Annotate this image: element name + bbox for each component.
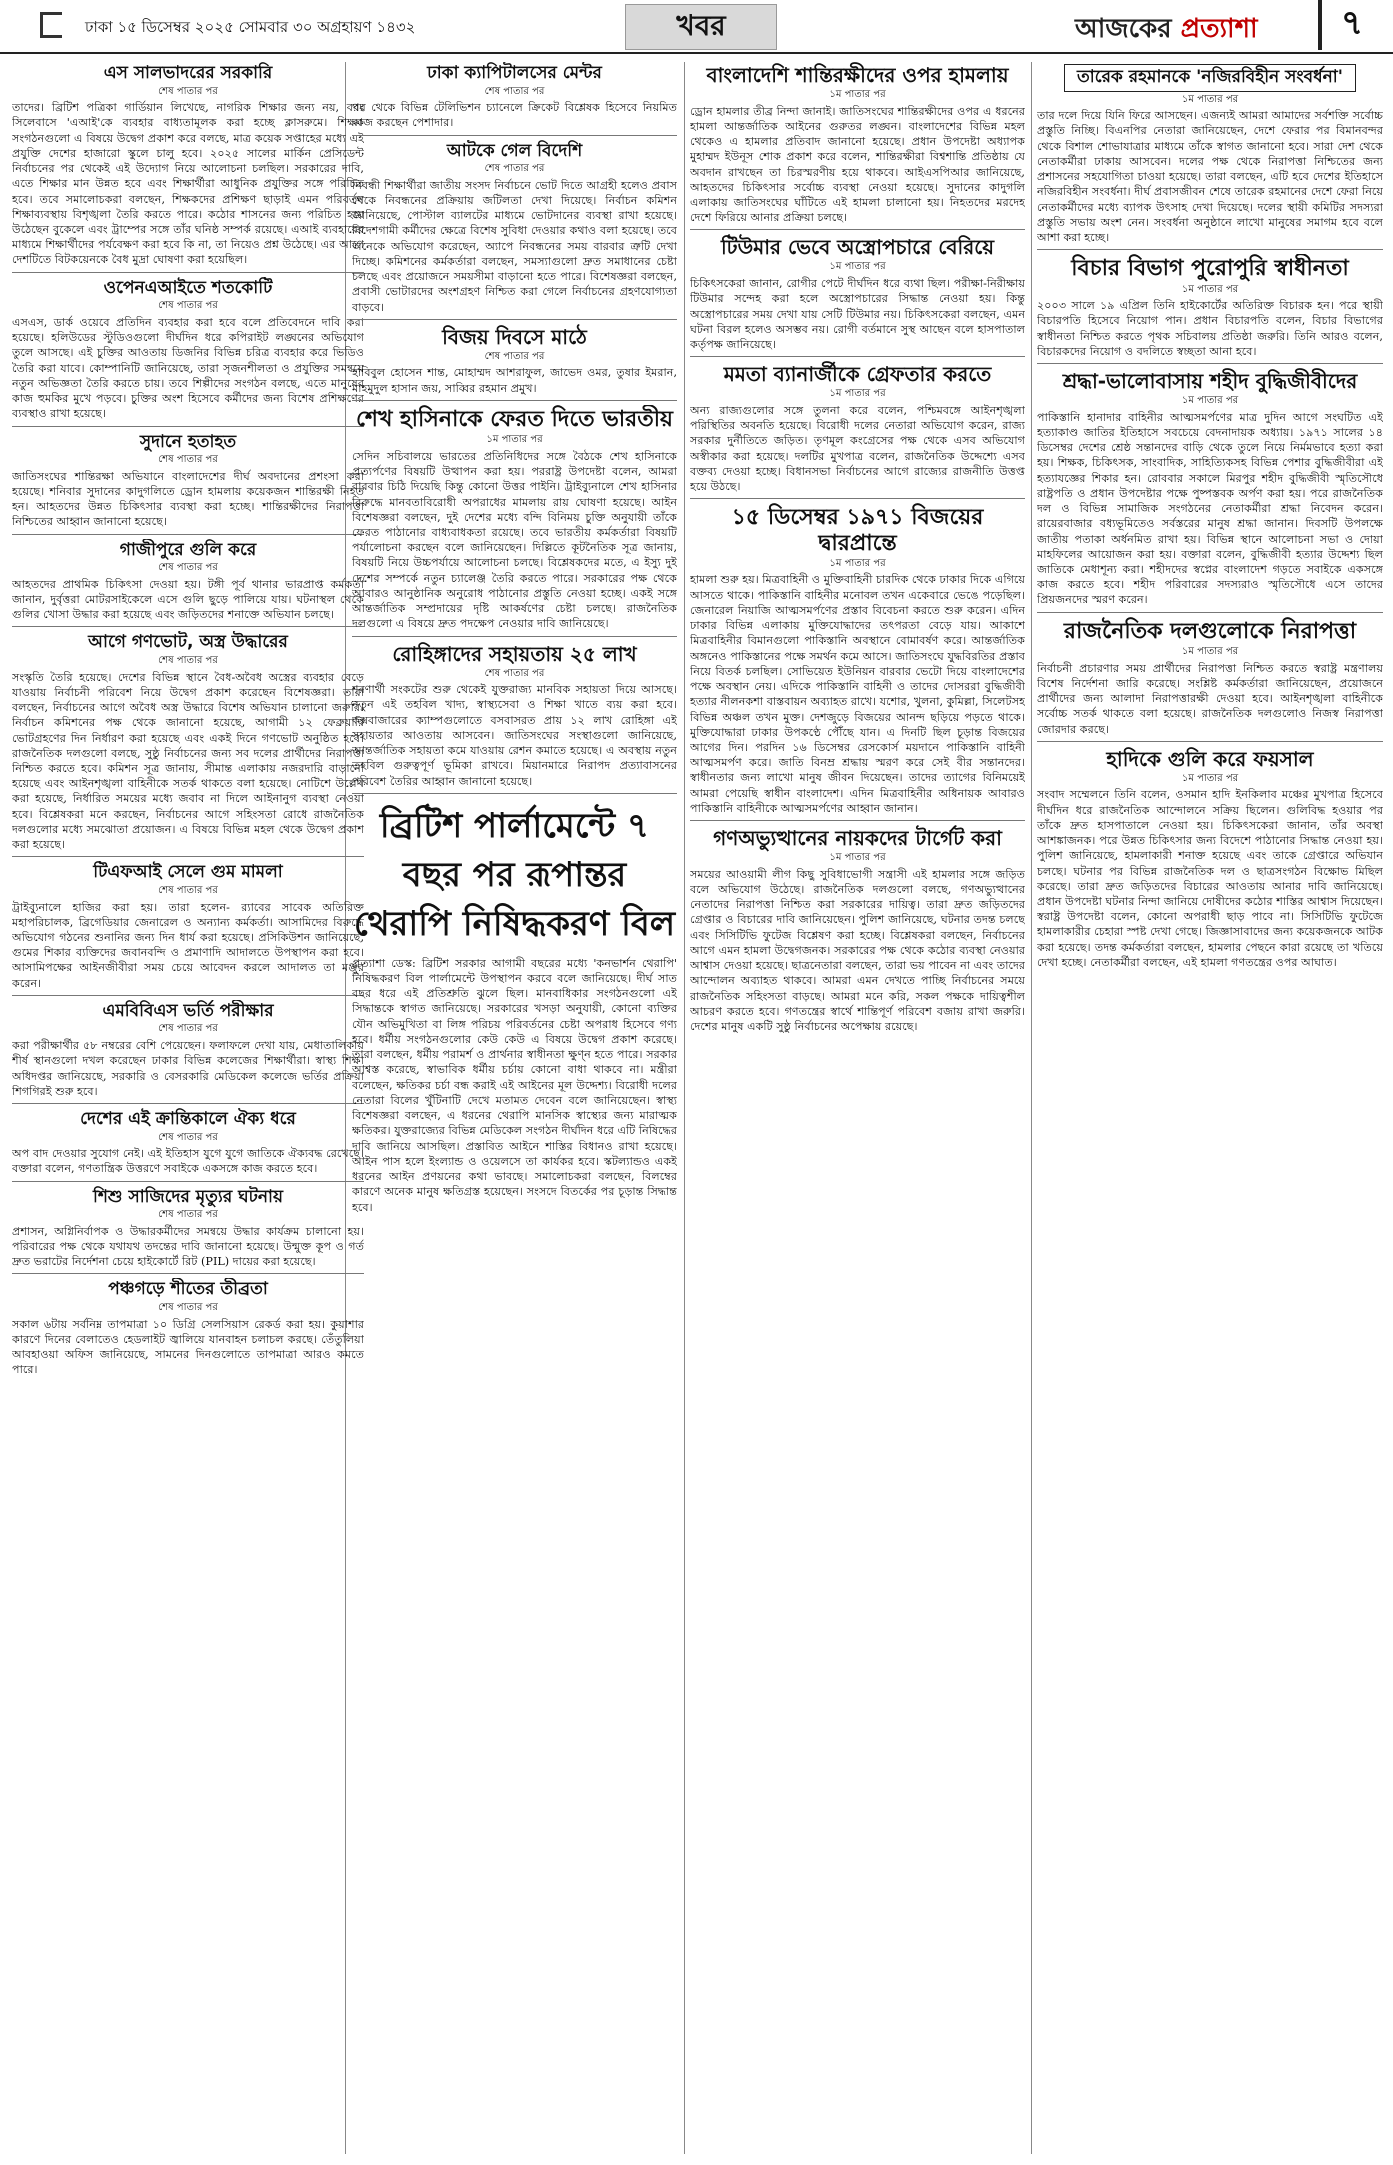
news-story [690, 361, 1025, 499]
news-story [352, 641, 677, 794]
story-headline: বিচার বিভাগ পুরোপুরি স্বাধীনতা [1071, 256, 1349, 282]
continuation-note: ১ম পাতার পর [829, 261, 886, 273]
story-body: হামলা শুরু হয়। মিত্রবাহিনী ও মুক্তিবাহিনী চারদিক থেকে ঢাকার দিকে এগিয়ে আসতে থাকে। পাকিস্তানি বাহিনীর মনোবল তখন একেবারে ভেঙে পড়েছিল। জেনারেল নিয়াজি আত্মসমর্পণের প্রস্তাব বিবেচনা করতে শুরু করেন। এদিন ঢাকার বিভিন্ন এলাকায় মুক্তিযোদ্ধাদের তৎপরতা বেড়ে যায়। আকাশে মিত্রবাহিনীর বিমানগুলো পাকিস্তানি অবস্থানে বোমাবর্ষণ করে। আন্তর্জাতিক অঙ্গনেও পাকিস্তানের পক্ষে সমর্থন কমে আসে। জাতিসংঘে যুদ্ধবিরতির প্রস্তাব নিয়ে বিতর্ক চলছিল। সোভিয়েত ইউনিয়ন বারবার ভেটো দিয়ে বাংলাদেশের পক্ষে অবস্থান নেয়। এদিকে পাকিস্তানি বাহিনী ও তাদের দোসররা বুদ্ধিজীবী হত্যার নীলনকশা বাস্তবায়ন অব্যাহত রাখে। যশোর, খুলনা, কুমিল্লা, সিলেটসহ বিভিন্ন অঞ্চল তখন মুক্ত। দেশজুড়ে বিজয়ের আনন্দ ছড়িয়ে পড়তে থাকে। মুক্তিযোদ্ধারা ঢাকার উপকণ্ঠে পৌঁছে যান। এ দিনটি ছিল চূড়ান্ত বিজয়ের আগের দিন। পরদিন ১৬ ডিসেম্বর রেসকোর্স ময়দানে পাকিস্তানি বাহিনী আত্মসমর্পণ করে। জাতি বিনম্র শ্রদ্ধায় স্মরণ করে সেই বীর সন্তানদের। স্বাধীনতার জন্য লাখো মানুষ জীবন দিয়েছেন। তাদের ত্যাগের বিনিময়েই আমরা পেয়েছি স্বাধীন বাংলাদেশ। এদিন মিত্রবাহিনীর অধিনায়ক আবারও পাকিস্তানি বাহিনীকে আত্মসমর্পণের আহ্বান জানান। [690, 573, 1025, 815]
column-divider [684, 62, 685, 2154]
story-headline: পঞ্চগড়ে শীতের তীব্রতা [108, 1279, 268, 1300]
news-story [690, 62, 1025, 230]
news-story [12, 277, 364, 427]
news-story [1037, 62, 1383, 250]
story-body: ট্রাইব্যুনালে হাজির করা হয়। তারা হলেন- র‍্যাবের সাবেক অতিরিক্ত মহাপরিচালক, ব্রিগেডিয়ার জেনারেল ও অন্যান্য কর্মকর্তা। আসামিদের বিরুদ্ধে অভিযোগ গঠনের শুনানির জন্য দিন ধার্য করা হয়েছে। প্রসিকিউশন জানিয়েছে, গুমের শিকার ব্যক্তিদের জবানবন্দি ও প্রমাণাদি আদালতে উপস্থাপন করা হবে। আসামিপক্ষের আইনজীবীরা সময় চেয়ে আবেদন করলে আদালত তা মঞ্জুর করেন। [12, 900, 364, 990]
story-body: সময়ের আওয়ামী লীগ কিছু সুবিধাভোগী সন্ত্রাসী এই হামলার সঙ্গে জড়িত বলে অভিযোগ উঠেছে। রাজনৈতিক দলগুলো বলছে, গণঅভ্যুত্থানের নেতাদের নিরাপত্তা নিশ্চিত করা সরকারের দায়িত্ব। তারা দ্রুত জড়িতদের গ্রেপ্তার ও বিচারের দাবি জানিয়েছেন। পুলিশ জানিয়েছে, ঘটনার তদন্ত চলছে এবং সিসিটিভি ফুটেজ বিশ্লেষণ করা হচ্ছে। বিশ্লেষকরা বলছেন, নির্বাচনের আগে এমন হামলা উদ্বেগজনক। সরকারের পক্ষ থেকে কঠোর ব্যবস্থা নেওয়ার আশ্বাস দেওয়া হয়েছে। ছাত্রনেতারা বলছেন, তারা ভয় পাবেন না এবং তাদের আন্দোলন অব্যাহত থাকবে। আমরা এমন দেখতে পাচ্ছি নির্বাচনের সময়ে রাজনৈতিক সহিংসতা বাড়ছে। আমরা মনে করি, সকল পক্ষকে দায়িত্বশীল আচরণ করতে হবে। গণতন্ত্রের স্বার্থে শান্তিপূর্ণ পরিবেশ বজায় রাখা জরুরি। দেশের মানুষ একটি সুষ্ঠু নির্বাচনের অপেক্ষায় রয়েছে। [690, 867, 1025, 1034]
continuation-note: ১ম পাতার পর [829, 89, 886, 100]
newspaper-logo [1075, 8, 1258, 52]
story-headline: টিউমার ভেবে অস্ত্রোপচারে বেরিয়ে [720, 235, 995, 260]
story-headline: শ্রদ্ধা-ভালোবাসায় শহীদ বুদ্ধিজীবীদের [1062, 369, 1358, 394]
story-body: প্রত্যাশা ডেস্ক: ব্রিটিশ সরকার আগামী বছরের মধ্যে 'কনভার্শন থেরাপি' নিষিদ্ধকরণ বিল পার্লামেন্টে উপস্থাপন করবে বলে জানিয়েছে। দীর্ঘ সাত বছর ধরে এই প্রতিশ্রুতি ঝুলে ছিল। মানবাধিকার সংগঠনগুলো এই সিদ্ধান্তকে স্বাগত জানিয়েছে। সরকারের খসড়া অনুযায়ী, কোনো ব্যক্তির যৌন অভিমুখিতা বা লিঙ্গ পরিচয় পরিবর্তনের চেষ্টা অপরাধ হিসেবে গণ্য হবে। ধর্মীয় সংগঠনগুলোর কেউ কেউ এ বিষয়ে উদ্বেগ প্রকাশ করেছে। তারা বলছেন, ধর্মীয় পরামর্শ ও প্রার্থনার স্বাধীনতা ক্ষুণ্ন হতে পারে। সরকার আশ্বস্ত করেছে, স্বাভাবিক ধর্মীয় চর্চায় কোনো বাধা থাকবে না। মন্ত্রীরা বলেছেন, ক্ষতিকর চর্চা বন্ধ করাই এই আইনের মূল উদ্দেশ্য। বিরোধী দলের নেতারা বিলের খুঁটিনাটি দেখে মতামত দেবেন বলে জানিয়েছেন। স্বাস্থ্য বিশেষজ্ঞরা বলছেন, এ ধরনের থেরাপি মানসিক স্বাস্থ্যের জন্য মারাত্মক ক্ষতিকর। যুক্তরাজ্যের বিভিন্ন মেডিকেল সংগঠন দীর্ঘদিন ধরে এটি নিষিদ্ধের দাবি জানিয়ে আসছিল। প্রস্তাবিত আইনে শাস্তির বিধানও রাখা হয়েছে। আইন পাস হলে ইংল্যান্ড ও ওয়েলসে তা কার্যকর হবে। স্কটল্যান্ডও একই ধরনের আইন প্রণয়নের কথা ভাবছে। সমালোচকরা বলছেন, বিলম্বের কারণে অনেক মানুষ ক্ষতিগ্রস্ত হয়েছেন। সংসদে বিতর্কের পর চূড়ান্ত সিদ্ধান্ত হবে। [352, 956, 677, 1214]
column-4 [1037, 62, 1383, 2154]
continuation-note: শেষ পাতার পর [158, 884, 218, 896]
news-story [12, 539, 364, 628]
news-story [352, 405, 677, 637]
continuation-note: শেষ পাতার পর [484, 85, 545, 97]
story-body: আহতদের প্রাথমিক চিকিৎসা দেওয়া হয়। টঙ্গী পূর্ব থানার ভারপ্রাপ্ত কর্মকর্তা জানান, দুর্বৃত্তরা মোটরসাইকেলে এসে গুলি ছুড়ে পালিয়ে যায়। ঘটনাস্থল থেকে গুলির খোসা উদ্ধার করা হয়েছে এবং জড়িতদের শনাক্তে অভিযান চলছে। [12, 577, 364, 622]
story-headline: দেশের এই ক্রান্তিকালে ঐক্য ধরে [80, 1109, 296, 1129]
section-label [625, 4, 777, 50]
story-headline: ঢাকা ক্যাপিটালসের মেন্টর [427, 63, 602, 83]
news-story [1037, 617, 1383, 742]
story-body: জাতিসংঘের শান্তিরক্ষা অভিযানে বাংলাদেশের দীর্ঘ অবদানের প্রশংসা করা হয়েছে। শনিবার সুদানের কাদুগলিতে ড্রোন হামলায় কয়েকজন শান্তিরক্ষী নিহত হন। আহতদের উন্নত চিকিৎসার ব্যবস্থা করা হচ্ছে। শান্তিরক্ষীদের নিরাপত্তা নিশ্চিতের আহ্বান জানানো হয়েছে। [12, 469, 364, 529]
story-headline: গাজীপুরে গুলি করে [119, 539, 257, 560]
story-body: শরণার্থী সংকটের শুরু থেকেই যুক্তরাজ্য মানবিক সহায়তা দিয়ে আসছে। নতুন এই তহবিল খাদ্য, স্বাস্থ্যসেবা ও শিক্ষা খাতে ব্যয় করা হবে। কক্সবাজারের ক্যাম্পগুলোতে বসবাসরত প্রায় ১২ লাখ রোহিঙ্গা এই সহায়তার আওতায় আসবেন। জাতিসংঘের সংস্থাগুলো জানিয়েছে, আন্তর্জাতিক সহায়তা কমে যাওয়ায় রেশন কমাতে হয়েছে। এ অবস্থায় নতুন তহবিল গুরুত্বপূর্ণ ভূমিকা রাখবে। মিয়ানমারে নিরাপদ প্রত্যাবাসনের পরিবেশ তৈরির আহ্বান জানানো হয়েছে। [352, 683, 677, 788]
continuation-note: শেষ পাতার পর [158, 454, 218, 466]
continuation-note: শেষ পাতার পর [484, 163, 545, 175]
story-headline: এস সালভাদরের সরকারি [103, 63, 273, 83]
news-story [12, 62, 364, 273]
news-story [1037, 746, 1383, 974]
news-story [690, 234, 1025, 357]
news-story [352, 62, 677, 136]
dateline: ঢাকা ১৫ ডিসেম্বর ২০২৫ সোমবার ৩০ অগ্রহায়ণ ১৪৩২ [85, 18, 416, 36]
story-headline [1037, 64, 1383, 92]
story-body: অন্য রাজ্যগুলোর সঙ্গে তুলনা করে বলেন, পশ্চিমবঙ্গে আইনশৃঙ্খলা পরিস্থিতির অবনতি হয়েছে। বিরোধী দলের নেতারা অভিযোগ করেন, রাজ্য সরকার দুর্নীতিতে জড়িত। তৃণমূল কংগ্রেসের পক্ষ থেকে এসব অভিযোগ অস্বীকার করা হয়েছে। দলটির মুখপাত্র বলেন, রাজনৈতিক উদ্দেশ্যে এসব বক্তব্য দেওয়া হচ্ছে। বিধানসভা নির্বাচনের আগে রাজ্যের রাজনীতি উত্তপ্ত হয়ে উঠছে। [690, 403, 1025, 493]
news-story [12, 1278, 364, 1381]
fold-mark-icon [40, 12, 62, 38]
story-headline: রাজনৈতিক দলগুলোকে নিরাপত্তা [1063, 618, 1357, 644]
story-body: সংবাদ সম্মেলনে তিনি বলেন, ওসমান হাদি ইনকিলাব মঞ্চের মুখপাত্র হিসেবে দীর্ঘদিন ধরে রাজনৈতিক আন্দোলনে সক্রিয় ছিলেন। গুলিবিদ্ধ হওয়ার পর তাঁকে দ্রুত হাসপাতালে নেওয়া হয়। চিকিৎসকেরা জানান, তাঁর অবস্থা আশঙ্কাজনক। পরে উন্নত চিকিৎসার জন্য বিদেশে পাঠানোর সিদ্ধান্ত নেওয়া হয়। পুলিশ জানিয়েছে, হামলাকারী শনাক্ত হয়েছে এবং তাকে গ্রেপ্তারে অভিযান চলছে। ঘটনার পর বিভিন্ন রাজনৈতিক দল ও ছাত্রসংগঠন বিক্ষোভ মিছিল করেছে। তারা দ্রুত জড়িতদের বিচারের আওতায় আনার দাবি জানিয়েছে। প্রধান উপদেষ্টা ঘটনার নিন্দা জানিয়ে দোষীদের কঠোর শাস্তির আশ্বাস দিয়েছেন। স্বরাষ্ট্র উপদেষ্টা বলেন, কোনো অপরাধী ছাড় পাবে না। সিসিটিভি ফুটেজে হামলাকারীর চেহারা স্পষ্ট দেখা গেছে। জিজ্ঞাসাবাদের জন্য কয়েকজনকে আটক করা হয়েছে। তদন্ত কর্মকর্তারা বলছেন, হামলার পেছনে কারা রয়েছে তা খতিয়ে দেখা হচ্ছে। নেতাকর্মীরা বলছেন, এই হামলা গণতন্ত্রের ওপর আঘাত। [1037, 788, 1383, 969]
news-story [12, 1000, 364, 1104]
story-headline: বিজয় দিবসে মাঠে [442, 324, 587, 349]
story-body: করা পরীক্ষার্থীর ৫৮ নম্বরের বেশি পেয়েছেন। ফলাফলে দেখা যায়, মেধাতালিকায় শীর্ষ স্থানগুলো দখল করেছেন ঢাকার বিভিন্ন কলেজের শিক্ষার্থীরা। স্বাস্থ্য শিক্ষা অধিদপ্তর জানিয়েছে, সরকারি ও বেসরকারি মেডিকেল কলেজে ভর্তির প্রক্রিয়া শিগগিরই শুরু হবে। [12, 1039, 364, 1098]
news-story [12, 1108, 364, 1182]
story-body: প্রশাসন, অগ্নিনির্বাপক ও উদ্ধারকর্মীদের সমন্বয়ে উদ্ধার কার্যক্রম চালানো হয়। পরিবারের পক্ষ থেকে যথাযথ তদন্তের দাবি জানানো হয়েছে। উন্মুক্ত কূপ ও গর্ত দ্রুত ভরাটের নির্দেশনা চেয়ে হাইকোর্টে রিট (PIL) দায়ের করা হয়েছে। [12, 1224, 364, 1269]
continuation-note: শেষ পাতার পর [158, 300, 218, 312]
continuation-note: শেষ পাতার পর [484, 667, 545, 679]
news-story [12, 631, 364, 857]
story-headline: সুদানে হতাহত [139, 431, 237, 452]
story-body: অপ বাদ দেওয়ার সুযোগ নেই। এই ইতিহাস যুগে যুগে জাতিকে ঐক্যবদ্ধ রেখেছে। বক্তারা বলেন, গণতান্ত্রিক উত্তরণে সবাইকে একসঙ্গে কাজ করতে হবে। [12, 1147, 364, 1176]
continuation-note: ১ম পাতার পর [1181, 646, 1239, 658]
column-1 [12, 62, 364, 2154]
continuation-note: শেষ পাতার পর [158, 1023, 218, 1035]
logo-part-1: আজকের [1075, 14, 1181, 44]
story-body: চিকিৎসকেরা জানান, রোগীর পেটে দীর্ঘদিন ধরে ব্যথা ছিল। পরীক্ষা-নিরীক্ষায় টিউমার সন্দেহ করা হলে অস্ত্রোপচারের সিদ্ধান্ত নেওয়া হয়। কিন্তু অস্ত্রোপচারের সময় দেখা যায় সেটি টিউমার নয়। চিকিৎসকেরা বলছেন, এমন ঘটনা বিরল হলেও অসম্ভব নয়। রোগী বর্তমানে সুস্থ আছেন বলে হাসপাতাল কর্তৃপক্ষ জানিয়েছে। [690, 277, 1025, 351]
story-headline: ওপেনএআইতে শতকোটি [103, 277, 273, 298]
continuation-note: শেষ পাতার পর [158, 1131, 218, 1143]
news-story [12, 431, 364, 535]
continuation-note: ১ম পাতার পর [1181, 283, 1239, 295]
story-headline: শেখ হাসিনাকে ফেরত দিতে ভারতীয় [356, 406, 673, 432]
story-headline: ১৫ ডিসেম্বর ১৯৭১ বিজয়ের দ্বারপ্রান্তে [731, 505, 984, 556]
story-headline: এমবিবিএস ভর্তি পরীক্ষার [102, 1000, 274, 1021]
story-body: তাদের। ব্রিটিশ পত্রিকা গার্ডিয়ান লিখেছে, নাগরিক শিক্ষার জন্য নয়, বরং সিলেবাসে 'এআই'কে ব্যবহার বাধ্যতামূলক করা হচ্ছে ক্লাসরুমে। শিক্ষক সংগঠনগুলো এ বিষয়ে উদ্বেগ প্রকাশ করে বলছে, মাত্র কয়েক সপ্তাহের মধ্যে এই প্রযুক্তি দেশের হাজারো স্কুলে চালু হবে। ২০২৫ সালের মার্কিন প্রেসিডেন্ট নির্বাচনের পর থেকেই এই উদ্যোগ নিয়ে আলোচনা চলছিল। সরকারের দাবি, এতে শিক্ষার মান উন্নত হবে এবং শিক্ষার্থীরা আধুনিক প্রযুক্তির সঙ্গে পরিচিত হবে। তবে সমালোচকরা বলছেন, শিক্ষকদের প্রশিক্ষণ ছাড়াই এমন পরিবর্তন শিক্ষাব্যবস্থায় বিশৃঙ্খলা তৈরি করতে পারে। কঠোর শাসনের জন্য পরিচিত হয়ে উঠেছেন বুকেলে এবং ট্রাম্পের সঙ্গে তাঁর ঘনিষ্ঠ সম্পর্ক রয়েছে। এআই ব্যবহারের মাধ্যমে শিক্ষার্থীদের পর্যবেক্ষণ করা হবে কি না, তা নিয়েও প্রশ্ন উঠেছে। এর আগে দেশটিতে বিটকয়েনকে বৈধ মুদ্রা ঘোষণা করা হয়েছিল। [12, 101, 364, 267]
section-title: খবর [676, 8, 726, 42]
story-headline: গণঅভ্যুত্থানের নায়কদের টার্গেট করা [713, 826, 1002, 851]
story-body: সকাল ৬টায় সর্বনিম্ন তাপমাত্রা ১০ ডিগ্রি সেলসিয়াস রেকর্ড করা হয়। কুয়াশার কারণে দিনের বেলাতেও হেডলাইট জ্বালিয়ে যানবাহন চলাচল করছে। তেঁতুলিয়া আবহাওয়া অফিস জানিয়েছে, সামনের দিনগুলোতে তাপমাত্রা আরও কমতে পারে। [12, 1317, 364, 1377]
continuation-note: ১ম পাতার পর [829, 388, 886, 400]
story-body: নিবন্ধী শিক্ষার্থীরা জাতীয় সংসদ নির্বাচনে ভোট দিতে আগ্রহী হলেও প্রবাস থেকে নিবন্ধনের প্রক্রিয়ায় জটিলতা দেখা দিয়েছে। নির্বাচন কমিশন জানিয়েছে, পোস্টাল ব্যালটের মাধ্যমে ভোটদানের ব্যবস্থা রাখা হয়েছে। বিদেশগামী কর্মীদের ক্ষেত্রে বিশেষ সুবিধা দেওয়ার কথাও বলা হয়েছে। তবে অনেকে অভিযোগ করেছেন, অ্যাপে নিবন্ধনের সময় বারবার ত্রুটি দেখা দিচ্ছে। কমিশনের কর্মকর্তারা বলছেন, সমস্যাগুলো দ্রুত সমাধানের চেষ্টা চলছে এবং প্রয়োজনে সময়সীমা বাড়ানো হতে পারে। বিশেষজ্ঞরা বলছেন, প্রবাসী ভোটারদের অংশগ্রহণ নিশ্চিত করা গেলে নির্বাচনের গ্রহণযোগ্যতা বাড়বে। [352, 178, 677, 314]
column-3 [690, 62, 1025, 2154]
story-headline: শিশু সাজিদের মৃত্যুর ঘটনায় [93, 1186, 283, 1207]
continuation-note: শেষ পাতার পর [158, 654, 218, 666]
news-story [12, 861, 364, 996]
news-story [352, 798, 677, 1219]
continuation-note: ১ম পাতার পর [829, 557, 886, 569]
column-2 [352, 62, 677, 2154]
logo-part-2: প্রত্যাশা [1180, 14, 1258, 44]
news-story [12, 1186, 364, 1275]
story-body: সেদিন সচিবালয়ে ভারতের প্রতিনিধিদের সঙ্গে বৈঠকে শেখ হাসিনাকে প্রত্যর্পণের বিষয়টি উত্থাপন করা হয়। পররাষ্ট্র উপদেষ্টা বলেন, আমরা বারবার চিঠি দিয়েছি কিন্তু কোনো উত্তর পাইনি। ট্রাইব্যুনালে শেখ হাসিনার বিরুদ্ধে মানবতাবিরোধী অপরাধের মামলায় রায় ঘোষণা হয়েছে। আইন বিশেষজ্ঞরা বলছেন, দুই দেশের মধ্যে বন্দি বিনিময় চুক্তি অনুযায়ী তাঁকে ফেরত পাঠানোর বাধ্যবাধকতা রয়েছে। তবে ভারতীয় কর্মকর্তারা বিষয়টি পর্যালোচনা করছেন বলে জানিয়েছেন। দিল্লিতে কূটনৈতিক সূত্র জানায়, বিষয়টি নিয়ে উচ্চপর্যায়ে আলোচনা চলছে। বিশ্লেষকদের মতে, এ ইস্যু দুই দেশের সম্পর্কে নতুন চ্যালেঞ্জ তৈরি করতে পারে। সরকারের পক্ষ থেকে আবারও আনুষ্ঠানিক অনুরোধ পাঠানোর প্রস্তুতি নেওয়া হচ্ছে। একই সঙ্গে আন্তর্জাতিক সম্প্রদায়ের দৃষ্টি আকর্ষণের চেষ্টা চলছে। রাজনৈতিক দলগুলো এ বিষয়ে দ্রুত পদক্ষেপ নেওয়ার দাবি জানিয়েছে। [352, 449, 677, 631]
continuation-note: ১ম পাতার পর [1181, 772, 1239, 784]
news-story [1037, 368, 1383, 613]
story-headline: আগে গণভোট, অস্ত্র উদ্ধারের [88, 632, 288, 653]
story-body: হাবিবুল হোসেন শান্ত, মোহাম্মদ আশরাফুল, জাভেদ ওমর, তুষার ইমরান, মাহমুদুল হাসান জয়, সাব্বির রহমান প্রমুখ। [352, 366, 677, 395]
news-story [352, 324, 677, 401]
story-headline: হাদিকে গুলি করে ফয়সাল [1106, 746, 1314, 771]
page-number: ৭ [1318, 0, 1382, 50]
continuation-note: শেষ পাতার পর [158, 1302, 218, 1313]
continuation-note: শেষ পাতার পর [158, 562, 218, 574]
continuation-note: ১ম পাতার পর [486, 434, 543, 446]
continuation-note: শেষ পাতার পর [158, 1209, 218, 1221]
continuation-note: ১ম পাতার পর [829, 852, 886, 864]
story-body: পর থেকে বিভিন্ন টেলিভিশন চ্যানেলে ক্রিকেট বিশ্লেষক হিসেবে নিয়মিত কাজ করছেন পেশাদার। [352, 101, 677, 130]
masthead [0, 0, 1393, 54]
continuation-note: শেষ পাতার পর [158, 85, 218, 97]
story-body: তার দলে দিয়ে যিনি ফিরে আসছেন। এজন্যই আমরা আমাদের সর্বশক্তি সর্বোচ্চ প্রস্তুতি নিচ্ছি। বিএনপির নেতারা জানিয়েছেন, দেশে ফেরার পর বিমানবন্দর থেকে বিশাল শোভাযাত্রার মাধ্যমে তাঁকে স্বাগত জানানো হবে। সারা দেশ থেকে নেতাকর্মীরা ঢাকায় আসবেন। দলের পক্ষ থেকে নিরাপত্তা নিশ্চিতের জন্য প্রশাসনের সহযোগিতা চাওয়া হয়েছে। তারা বলছেন, এটি হবে দেশের ইতিহাসে নজিরবিহীন সংবর্ধনা। দীর্ঘ প্রবাসজীবন শেষে তারেক রহমানের দেশে ফেরা নিয়ে নেতাকর্মীদের মধ্যে ব্যাপক উৎসাহ দেখা দিয়েছে। দলের স্থায়ী কমিটির সদস্যরা প্রস্তুতি সভায় অংশ নেন। সংবর্ধনা অনুষ্ঠানে লাখো মানুষের সমাগম হবে বলে আশা করা হচ্ছে। [1037, 109, 1383, 245]
story-headline: রোহিঙ্গাদের সহায়তায় ২৫ লাখ [392, 641, 637, 666]
column-divider [1031, 62, 1032, 2154]
continuation-note: ১ম পাতার পর [1181, 395, 1239, 407]
story-body: এসএস, ডার্ক ওয়েবে প্রতিদিন ব্যবহার করা হবে বলে প্রতিবেদনে দাবি করা হয়েছে। হলিউডের স্টুডিওগুলো দীর্ঘদিন ধরে কপিরাইট লঙ্ঘনের অভিযোগ তুলে আসছে। এই চুক্তির আওতায় ডিজনির বিভিন্ন চরিত্র ব্যবহার করে ভিডিও তৈরি করা যাবে। কোম্পানিটি জানিয়েছে, তারা সৃজনশীলতা ও প্রযুক্তির সমন্বয়ে নতুন অভিজ্ঞতা তৈরি করতে চায়। তবে শিল্পীদের সংগঠন বলছে, এতে মানুষের কাজ হুমকির মুখে পড়বে। চুক্তির অংশ হিসেবে কর্মীদের জন্য বিশেষ প্রশিক্ষণের ব্যবস্থাও রাখা হয়েছে। [12, 315, 364, 421]
story-body: সংস্কৃতি তৈরি হয়েছে। দেশের বিভিন্ন স্থানে বৈধ-অবৈধ অস্ত্রের ব্যবহার বেড়ে যাওয়ায় নির্বাচনী পরিবেশ নিয়ে উদ্বেগ প্রকাশ করেছেন বিশেষজ্ঞরা। তারা বলছেন, নির্বাচনের আগে অবৈধ অস্ত্র উদ্ধারে বিশেষ অভিযান চালানো জরুরি। নির্বাচন কমিশনের পক্ষ থেকে জানানো হয়েছে, আগামী ১২ ফেব্রুয়ারি ভোটগ্রহণের দিন নির্ধারণ করা হয়েছে এবং একই দিনে গণভোট অনুষ্ঠিত হবে। রাজনৈতিক দলগুলো বলছে, সুষ্ঠু নির্বাচনের জন্য সব দলের প্রার্থীদের নিরাপত্তা নিশ্চিত করতে হবে। কমিশন সূত্র জানায়, সীমান্ত এলাকায় নজরদারি বাড়ানো হয়েছে এবং আইনশৃঙ্খলা বাহিনীকে সতর্ক থাকতে বলা হয়েছে। নোটিশে উল্লেখ করা হয়েছে, নির্ধারিত সময়ের মধ্যে জবাব না দিলে আইনানুগ ব্যবস্থা নেওয়া হবে। বিশ্লেষকরা মনে করছেন, নির্বাচনের আগে সহিংসতা রোধে রাজনৈতিক দলগুলোর মধ্যে সমঝোতা প্রয়োজন। এ বিষয়ে বিভিন্ন মহল থেকে উদ্বেগ প্রকাশ করা হয়েছে। [12, 670, 364, 852]
continuation-note: শেষ পাতার পর [484, 350, 545, 362]
news-story [690, 503, 1025, 821]
story-body: ড্রোন হামলার তীব্র নিন্দা জানাই। জাতিসংঘের শান্তিরক্ষীদের ওপর এ ধরনের হামলা আন্তর্জাতিক আইনের গুরুতর লঙ্ঘন। বাংলাদেশের বিভিন্ন মহল থেকেও এ হামলার প্রতিবাদ জানানো হয়েছে। প্রধান উপদেষ্টা অধ্যাপক মুহাম্মদ ইউনূস শোক প্রকাশ করে বলেন, শান্তিরক্ষীরা বিশ্বশান্তি প্রতিষ্ঠায় যে অবদান রাখছেন তা চিরস্মরণীয় হয়ে থাকবে। আইএসপিআর জানিয়েছে, আহতদের চিকিৎসার সর্বোচ্চ ব্যবস্থা নেওয়া হয়েছে। সুদানের কাদুগলি এলাকায় জাতিসংঘের ঘাঁটিতে এই হামলা চালানো হয়। নিহতদের মরদেহ দেশে ফিরিয়ে আনার প্রক্রিয়া চলছে। [690, 104, 1025, 225]
story-headline: ব্রিটিশ পার্লামেন্টে ৭ বছর পর রূপান্তর থেরাপি নিষিদ্ধকরণ বিল [353, 805, 676, 945]
story-headline-box: তারেক রহমানকে 'নজিরবিহীন সংবর্ধনা' [1064, 64, 1356, 92]
news-story [690, 825, 1025, 1038]
story-body: নির্বাচনী প্রচারণার সময় প্রার্থীদের নিরাপত্তা নিশ্চিত করতে স্বরাষ্ট্র মন্ত্রণালয় বিশেষ নির্দেশনা জারি করেছে। সংশ্লিষ্ট কর্মকর্তারা জানিয়েছেন, প্রয়োজনে প্রার্থীদের জন্য আলাদা নিরাপত্তারক্ষী দেওয়া হবে। আইনশৃঙ্খলা বাহিনীকে সর্বোচ্চ সতর্ক থাকতে বলা হয়েছে। রাজনৈতিক দলগুলোও নিজস্ব নিরাপত্তা জোরদার করছে। [1037, 661, 1383, 736]
continuation-note: ১ম পাতার পর [1181, 93, 1239, 105]
news-story [1037, 254, 1383, 364]
story-body: পাকিস্তানি হানাদার বাহিনীর আত্মসমর্পণের মাত্র দুদিন আগে সংঘটিত এই হত্যাকাণ্ড জাতির ইতিহাসে সবচেয়ে বেদনাদায়ক অধ্যায়। ১৯৭১ সালের ১৪ ডিসেম্বর দেশের শ্রেষ্ঠ সন্তানদের বাড়ি থেকে তুলে নিয়ে নির্মমভাবে হত্যা করা হয়। শিক্ষক, চিকিৎসক, সাংবাদিক, সাহিত্যিকসহ বিভিন্ন পেশার বুদ্ধিজীবীরা এই হত্যাযজ্ঞের শিকার হন। রোববার সকালে মিরপুর শহীদ বুদ্ধিজীবী স্মৃতিসৌধে রাষ্ট্রপতি ও প্রধান উপদেষ্টার পক্ষে পুষ্পস্তবক অর্পণ করা হয়। পরে রাজনৈতিক দল ও বিভিন্ন সামাজিক সংগঠনের নেতাকর্মীরা শ্রদ্ধা নিবেদন করেন। রায়েরবাজার বধ্যভূমিতেও সর্বস্তরের মানুষ শ্রদ্ধা জানান। দিবসটি উপলক্ষে জাতীয় পতাকা অর্ধনমিত রাখা হয়। বিভিন্ন স্থানে আলোচনা সভা ও দোয়া মাহফিলের আয়োজন করা হয়। বক্তারা বলেন, বুদ্ধিজীবী হত্যার উদ্দেশ্য ছিল জাতিকে মেধাশূন্য করা। শহীদদের স্বপ্নের বাংলাদেশ গড়তে সবাইকে একসঙ্গে কাজ করতে হবে। শহীদ পরিবারের সদস্যরাও স্মৃতিসৌধে এসে তাদের প্রিয়জনদের স্মরণ করেন। [1037, 410, 1383, 607]
story-headline: আটকে গেল বিদেশি [446, 140, 583, 161]
story-headline: মমতা ব্যানার্জীকে গ্রেফতার করতে [723, 362, 992, 387]
story-body: ২০০৩ সালে ১৯ এপ্রিল তিনি হাইকোর্টের অতিরিক্ত বিচারক হন। পরে স্থায়ী বিচারপতি হিসেবে নিয়োগ পান। প্রধান বিচারপতি বলেন, বিচার বিভাগের স্বাধীনতা নিশ্চিত করতে পৃথক সচিবালয় প্রতিষ্ঠা জরুরি। তিনি আরও বলেন, বিচারকদের নিয়োগ ও বদলিতে স্বচ্ছতা আনা হবে। [1037, 299, 1383, 358]
news-story [352, 140, 677, 320]
story-headline: টিএফআই সেলে গুম মামলা [93, 862, 283, 883]
story-headline: বাংলাদেশি শান্তিরক্ষীদের ওপর হামলায় [706, 63, 1009, 87]
